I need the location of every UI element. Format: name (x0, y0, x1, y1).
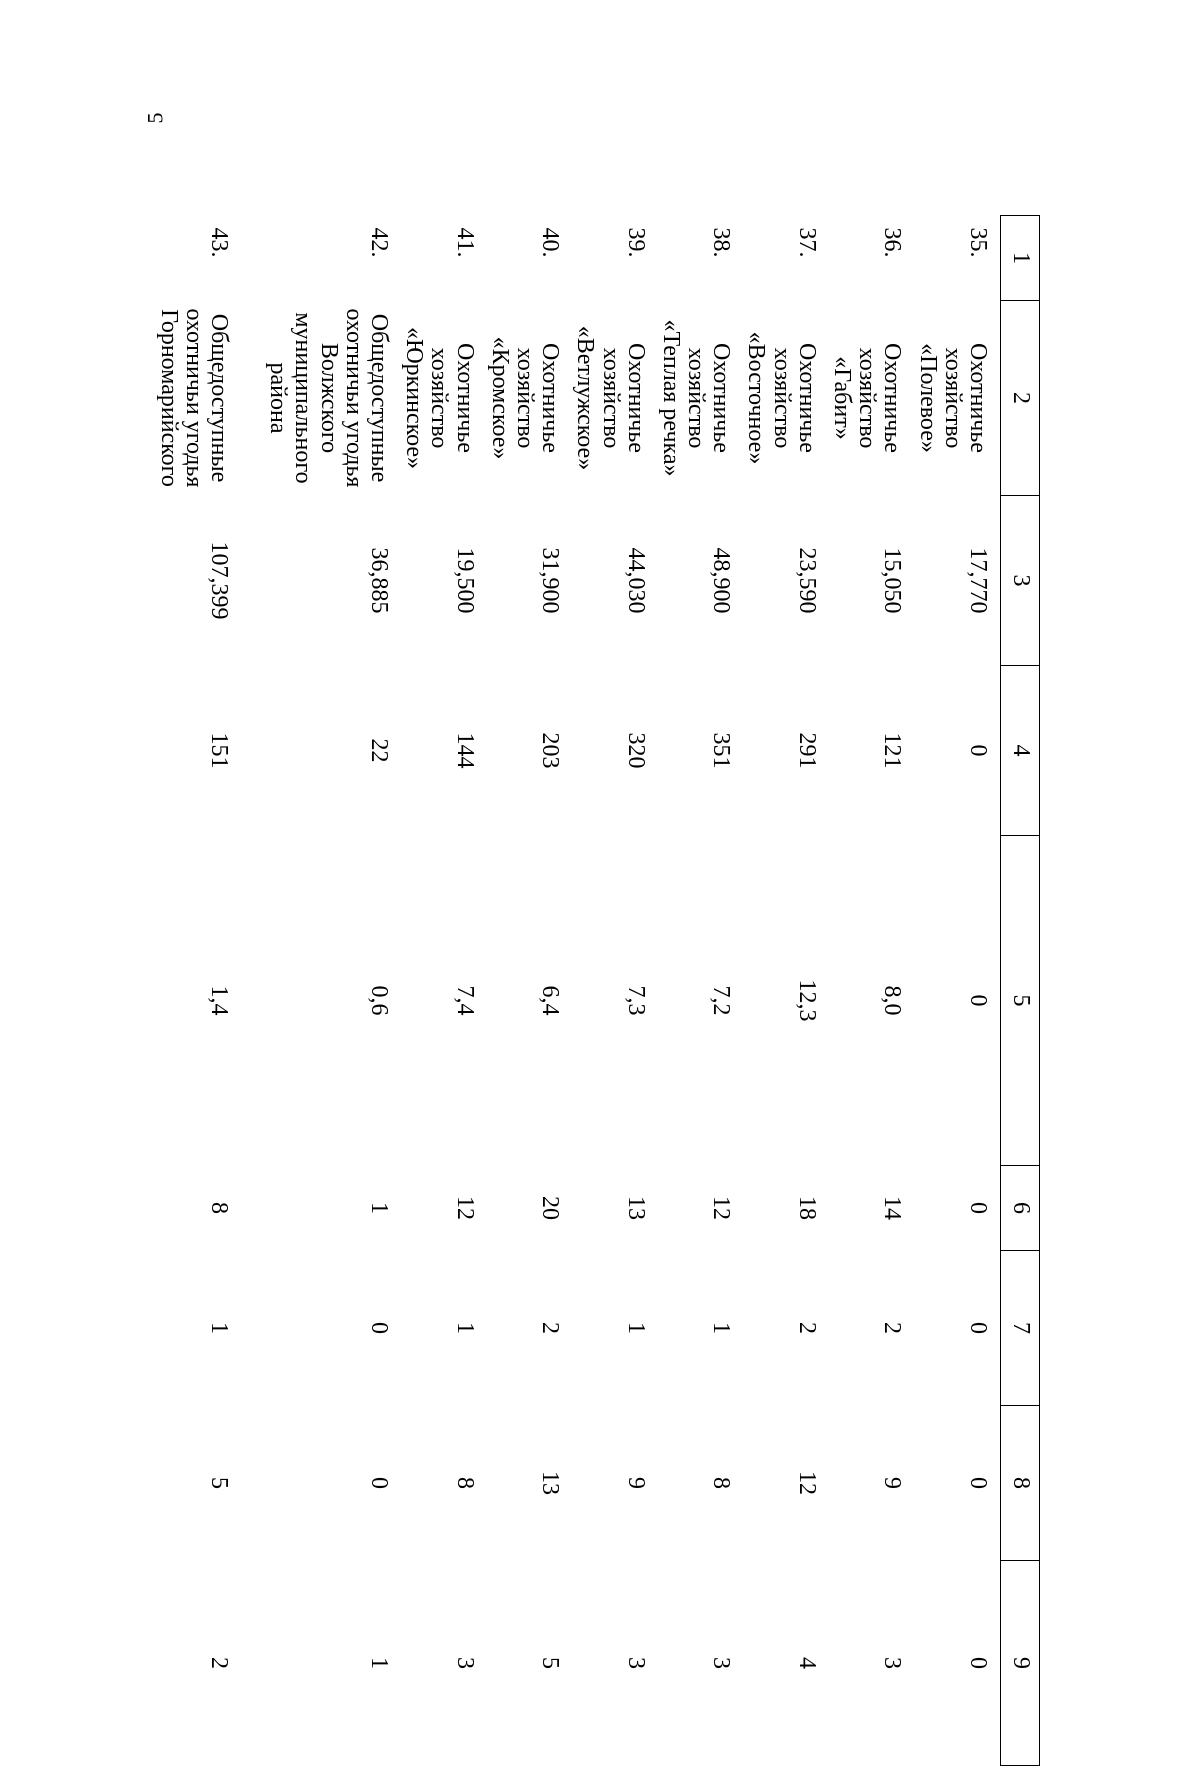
header-col-6: 6 (1001, 1166, 1040, 1251)
table-row (829, 216, 915, 1766)
table-cell-c7: 1 (206, 1322, 233, 1334)
table-cell-c9: 3 (708, 1657, 735, 1669)
table-cell-c5: 0 (965, 994, 991, 1007)
table-cell-c6: 18 (793, 1196, 820, 1220)
table-body (101, 216, 1000, 1766)
table-cell-c5: 7,4 (451, 985, 478, 1016)
table-cell-c3: 31,900 (537, 547, 564, 614)
table-cell-c3: 48,900 (708, 547, 735, 614)
table-cell-c4: 151 (206, 732, 233, 769)
header-col-9: 9 (1001, 1561, 1040, 1766)
table-cell-c5: 0,6 (366, 985, 393, 1016)
header-col-2: 2 (1001, 301, 1040, 496)
table-row (401, 216, 487, 1766)
table-cell-c3: 23,590 (793, 547, 820, 614)
table-cell-c3: 19,500 (451, 547, 478, 614)
table-cell-c3: 17,770 (965, 547, 991, 614)
table-cell-c8: 9 (879, 1477, 906, 1489)
table-cell-c9: 2 (206, 1657, 233, 1669)
page-number: 5 (142, 112, 168, 124)
table-cell-c7: 1 (451, 1322, 478, 1334)
table-cell-c4: 22 (366, 738, 393, 763)
table-cell-name: Охотничье хозяйство «Восточное» (743, 331, 820, 465)
table-cell-c9: 3 (451, 1657, 478, 1669)
table-cell-c6: 12 (708, 1196, 735, 1220)
table-cell-c7: 1 (622, 1322, 649, 1334)
table-cell-c6: 20 (537, 1196, 564, 1220)
table-cell-c9: 0 (965, 1657, 991, 1669)
table-cell-c9: 5 (537, 1657, 564, 1669)
table-cell-c3: 15,050 (879, 547, 906, 614)
table-cell-c4: 203 (537, 732, 564, 769)
table-cell-c4: 121 (879, 732, 906, 769)
table-header-row (1001, 216, 1040, 1766)
table-cell-num: 36. (879, 227, 906, 258)
table-cell-num: 43. (206, 227, 233, 258)
table-cell-c9: 1 (366, 1657, 393, 1669)
table-cell-c6: 14 (879, 1196, 906, 1220)
table-cell-c6: 13 (622, 1196, 649, 1220)
table-cell-c8: 5 (206, 1477, 233, 1489)
table-cell-c4: 0 (965, 744, 991, 757)
table-row (914, 216, 1000, 1766)
table-cell-name: Общедоступные охотничьи угодья Волжского муниципального района (265, 308, 393, 488)
table-cell-c8: 9 (622, 1477, 649, 1489)
table-cell-c7: 2 (537, 1322, 564, 1334)
table-row (241, 216, 401, 1766)
table-cell-c6: 1 (366, 1202, 393, 1214)
table-cell-c8: 8 (708, 1477, 735, 1489)
table-cell-c4: 144 (451, 732, 478, 769)
table-row (487, 216, 573, 1766)
table-cell-name: Охотничье хозяйство «Ветлужское» (572, 325, 649, 471)
table-cell-c6: 0 (965, 1202, 991, 1214)
table-cell-c9: 3 (879, 1657, 906, 1669)
table-cell-c8: 12 (793, 1471, 820, 1495)
table-cell-num: 38. (708, 227, 735, 258)
table-row (572, 216, 658, 1766)
table-cell-c6: 8 (206, 1202, 233, 1214)
table-row (101, 216, 241, 1766)
table-cell-c3: 36,885 (366, 547, 393, 614)
table-cell-name: Охотничье хозяйство «Габит» (829, 343, 906, 453)
data-table (101, 215, 1040, 1766)
table-cell-num: 40. (537, 227, 564, 258)
table-cell-c4: 351 (708, 732, 735, 769)
header-col-3: 3 (1001, 496, 1040, 666)
table-cell-c5: 8,0 (879, 985, 906, 1016)
header-col-5: 5 (1001, 836, 1040, 1166)
table-cell-c9: 3 (622, 1657, 649, 1669)
rotated-table-wrapper (155, 215, 1040, 1765)
table-cell-c8: 13 (537, 1471, 564, 1495)
table-cell-c3: 107,399 (206, 541, 233, 620)
table-cell-c7: 0 (965, 1322, 991, 1334)
table-cell-c5: 7,3 (622, 985, 649, 1016)
table-row (743, 216, 829, 1766)
table-cell-c5: 12,3 (793, 979, 820, 1022)
table-cell-c5: 7,2 (708, 985, 735, 1016)
table-cell-num: 39. (622, 227, 649, 258)
table-cell-c4: 291 (793, 732, 820, 769)
table-cell-c7: 2 (793, 1322, 820, 1334)
table-cell-c7: 0 (366, 1322, 393, 1334)
table-cell-c6: 12 (451, 1196, 478, 1220)
table-cell-c9: 4 (793, 1657, 820, 1669)
table-cell-c4: 320 (622, 732, 649, 769)
table-cell-c5: 6,4 (537, 985, 564, 1016)
table-cell-num: 35. (965, 227, 991, 258)
table-cell-num: 37. (793, 227, 820, 258)
header-col-8: 8 (1001, 1406, 1040, 1561)
table-cell-name: Охотничье хозяйство «Теплая речка» (657, 319, 735, 477)
table-cell-name: Охотничье хозяйство «Полевое» (914, 343, 991, 453)
header-col-1: 1 (1001, 216, 1040, 301)
table-cell-c7: 2 (879, 1322, 906, 1334)
table-cell-c7: 1 (708, 1322, 735, 1334)
header-col-4: 4 (1001, 666, 1040, 836)
table-cell-c3: 44,030 (622, 547, 649, 614)
table-cell-c5: 1,4 (206, 985, 233, 1016)
table-cell-name: Общедоступные охотничьи угодья Горномарийского (155, 308, 233, 488)
table-row (658, 216, 744, 1766)
table-cell-c8: 8 (451, 1477, 478, 1489)
table-cell-num: 42. (366, 227, 393, 258)
table-cell-c8: 0 (366, 1477, 393, 1489)
table-cell-num: 41. (451, 227, 478, 258)
table-cell-c8: 0 (965, 1477, 991, 1489)
table-cell-name: Охотничье хозяйство «Юркинское» (401, 326, 478, 470)
table-cell-name: Охотничье хозяйство «Кромское» (486, 336, 564, 460)
header-col-7: 7 (1001, 1251, 1040, 1406)
